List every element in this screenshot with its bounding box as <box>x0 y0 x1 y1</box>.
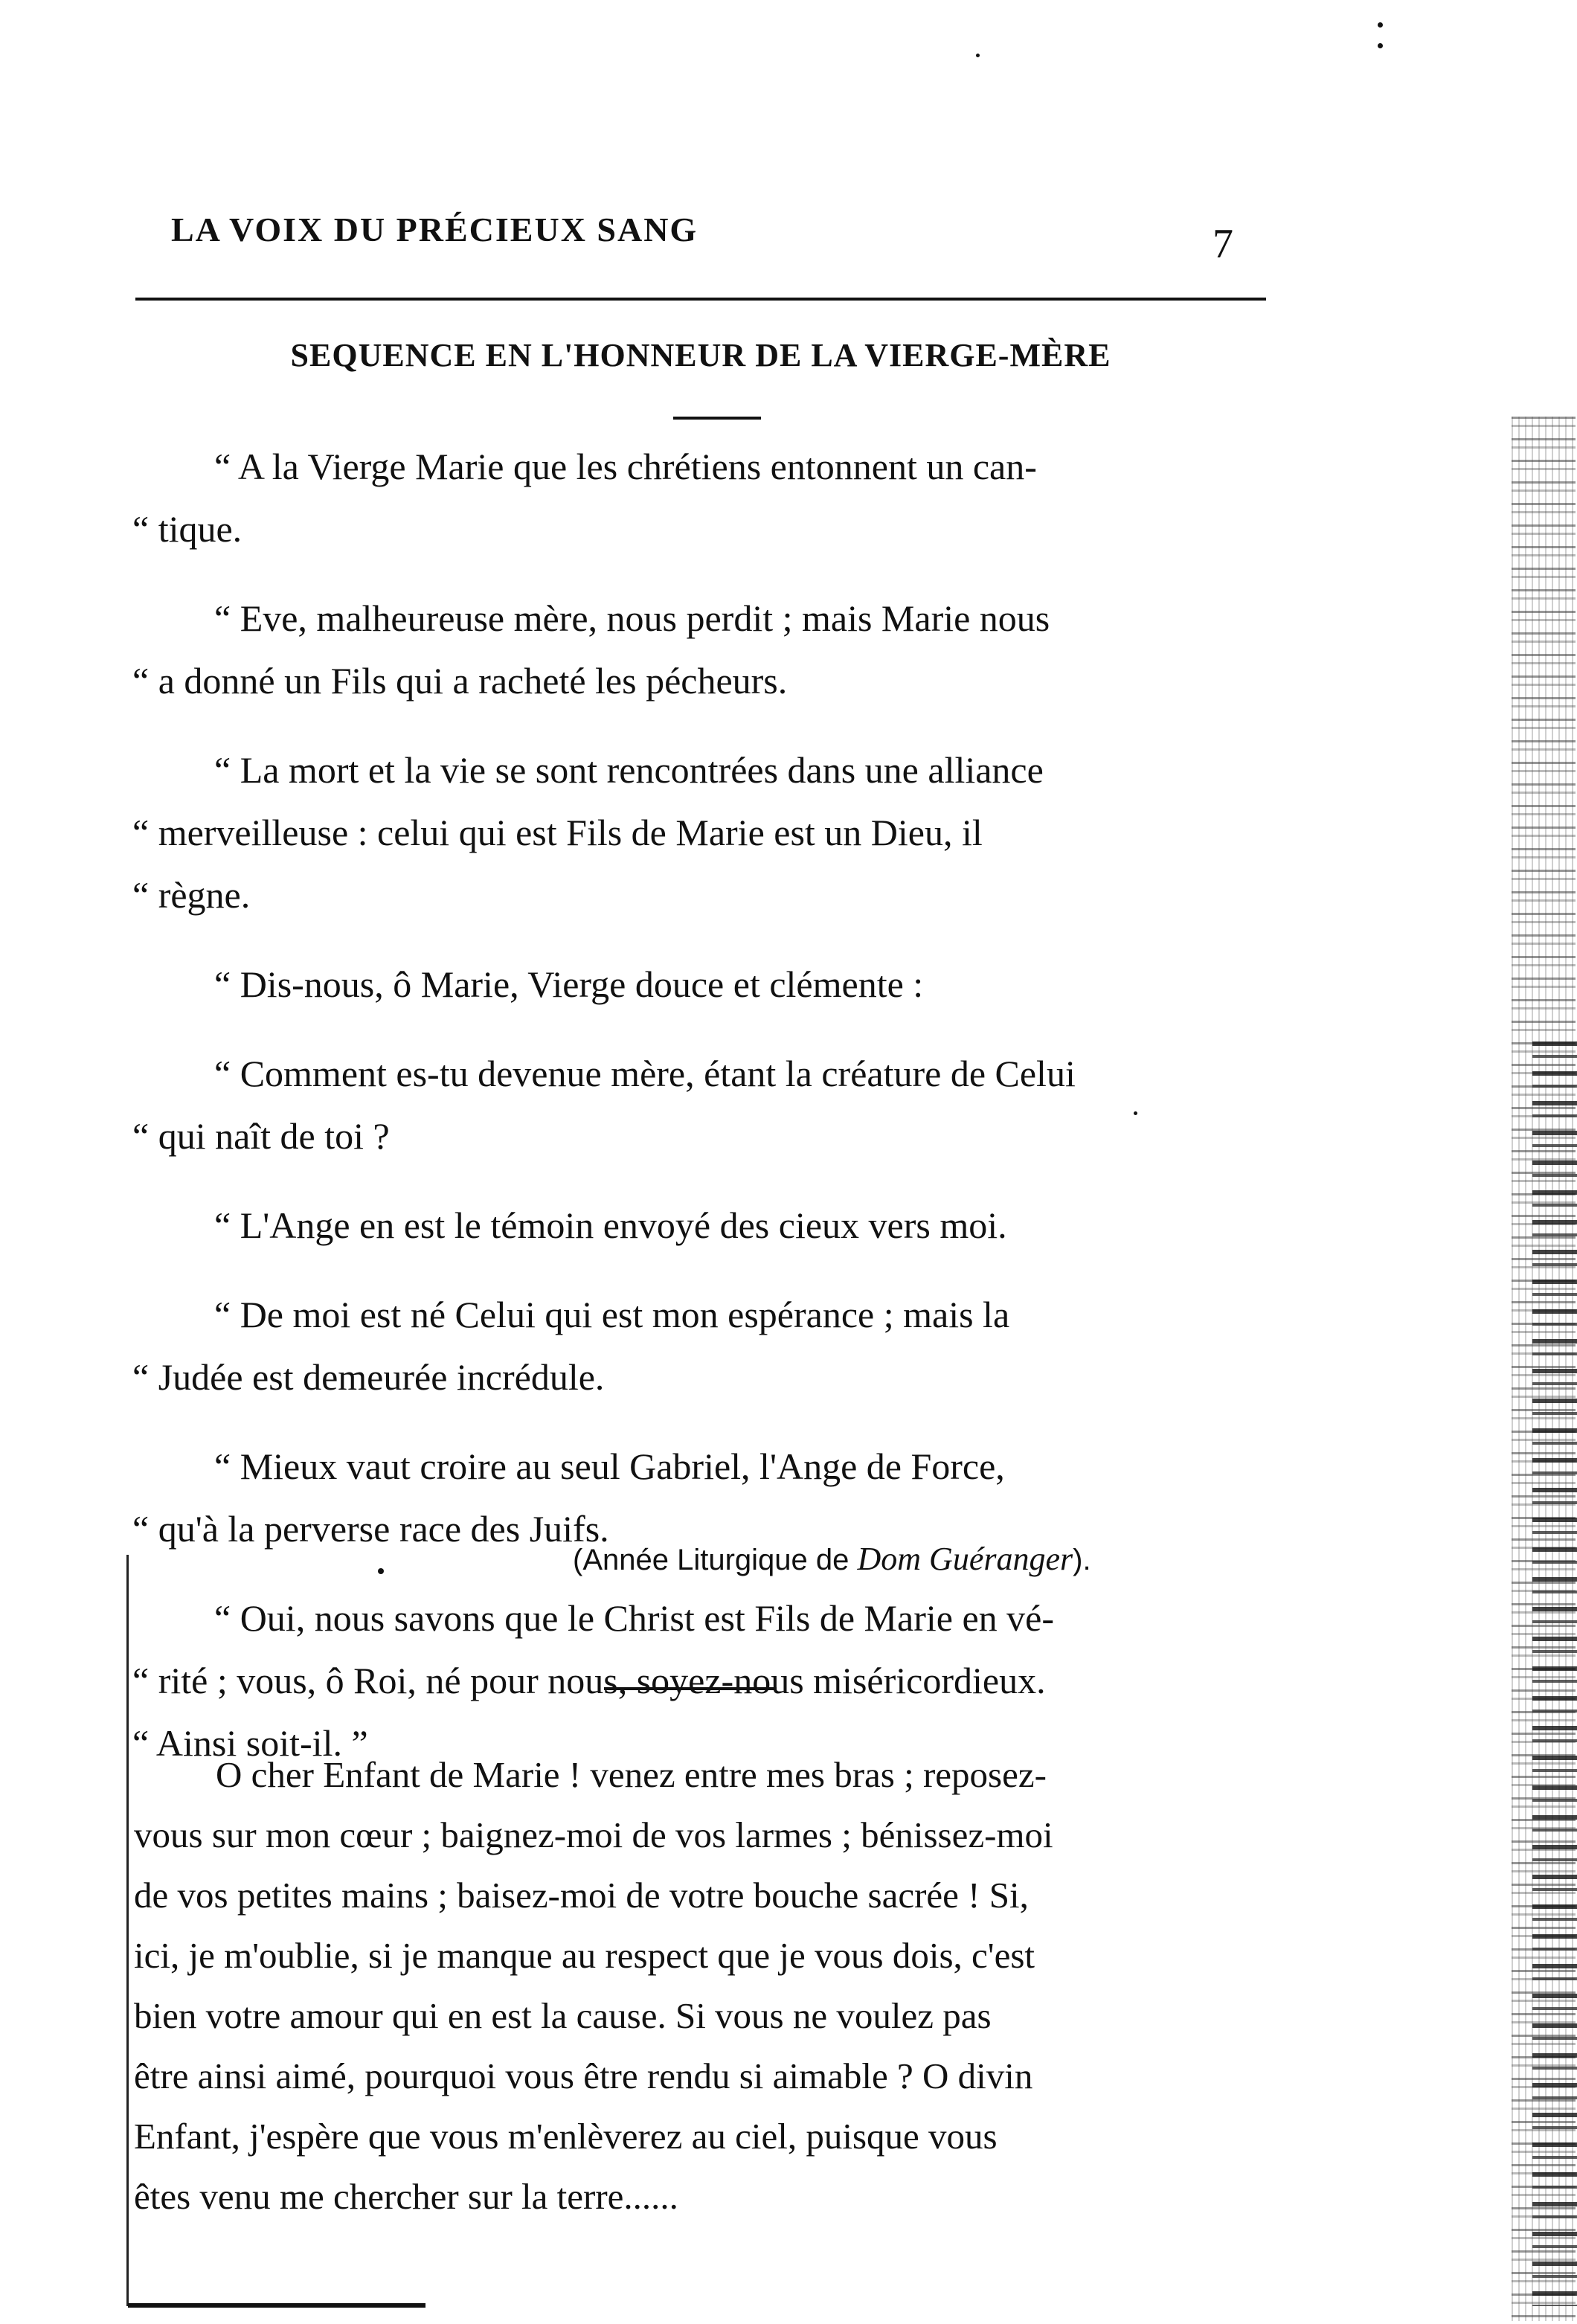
scan-speck <box>1134 1111 1137 1115</box>
left-margin-scan-line <box>126 1555 129 2306</box>
verse-line: “ Comment es-tu devenue mère, étant la créature de Celui <box>214 1053 1076 1094</box>
prayer-line: Enfant, j'espère que vous m'enlèverez au ciel, puisque vous <box>134 2116 998 2157</box>
verse-line: “ Oui, nous savons que le Christ est Fils de Marie en vé- <box>214 1597 1054 1639</box>
header-rule <box>135 298 1266 301</box>
prayer-line: êtes venu me chercher sur la terre...... <box>134 2176 678 2217</box>
title-separator <box>673 417 761 420</box>
verse <box>132 435 1271 560</box>
verse-line: “ a donné un Fils qui a racheté les pécheurs. <box>132 660 788 702</box>
verse <box>132 1042 1271 1167</box>
page-number: 7 <box>1213 221 1233 267</box>
verse-line: “ règne. <box>132 874 251 916</box>
verse-line: “ A la Vierge Marie que les chrétiens entonnent un can- <box>214 446 1037 487</box>
prayer-line: bien votre amour qui en est la cause. Si vous ne voulez pas <box>134 1995 992 2036</box>
verse-line: “ Mieux vaut croire au seul Gabriel, l'Ange de Force, <box>214 1445 1005 1487</box>
verse-line: “ Ainsi soit-il. ” <box>132 1722 368 1764</box>
citation-prefix: (Année Liturgique de <box>573 1544 858 1576</box>
verse-line: “ qu'à la perverse race des Juifs. <box>132 1508 609 1550</box>
scan-speck <box>1378 43 1383 48</box>
verse-line: “ L'Ange en est le témoin envoyé des cieux vers moi. <box>214 1204 1007 1246</box>
sequence-verses <box>132 435 1271 1801</box>
verse-line: “ La mort et la vie se sont rencontrées dans une alliance <box>214 749 1044 791</box>
prayer-paragraph <box>134 1744 1272 2227</box>
running-head: LA VOIX DU PRÉCIEUX SANG <box>171 211 698 248</box>
verse <box>132 953 1271 1015</box>
verse-line: “ rité ; vous, ô Roi, né pour nous, soyez-nous miséricordieux. <box>132 1660 1046 1701</box>
section-separator <box>604 1687 777 1690</box>
verse <box>132 1194 1271 1256</box>
verse <box>132 739 1271 926</box>
citation-author: Dom Guéranger <box>857 1541 1073 1577</box>
sequence-title: SEQUENCE EN L'HONNEUR DE LA VIERGE-MÈRE <box>290 337 1111 373</box>
citation-suffix: ). <box>1073 1544 1091 1576</box>
scan-speck <box>1378 22 1383 28</box>
verse <box>132 1283 1271 1408</box>
verse-line: “ qui naît de toi ? <box>132 1115 390 1157</box>
verse-line: “ merveilleuse : celui qui est Fils de Marie est un Dieu, il <box>132 812 983 853</box>
citation <box>573 1540 1091 1578</box>
bottom-scan-mark <box>128 2303 425 2308</box>
verse-line: “ De moi est né Celui qui est mon espérance ; mais la <box>214 1294 1010 1335</box>
verse-line: “ Dis-nous, ô Marie, Vierge douce et clémente : <box>214 963 924 1005</box>
verse-line: “ Eve, malheureuse mère, nous perdit ; mais Marie nous <box>214 597 1050 639</box>
verse <box>132 587 1271 712</box>
prayer-line: être ainsi aimé, pourquoi vous être rendu si aimable ? O divin <box>134 2055 1033 2096</box>
prayer-line: ici, je m'oublie, si je manque au respect que je vous dois, c'est <box>134 1935 1035 1976</box>
prayer-line: de vos petites mains ; baisez-moi de votre bouche sacrée ! Si, <box>134 1875 1029 1916</box>
prayer-line: vous sur mon cœur ; baignez-moi de vos larmes ; bénissez-moi <box>134 1814 1053 1855</box>
scan-edge-dark <box>1532 1041 1577 2306</box>
verse-line: “ tique. <box>132 508 243 550</box>
prayer-line: O cher Enfant de Marie ! venez entre mes bras ; reposez- <box>216 1754 1047 1795</box>
stray-dot <box>378 1568 384 1574</box>
verse-line: “ Judée est demeurée incrédule. <box>132 1356 605 1398</box>
scan-speck <box>976 54 980 57</box>
